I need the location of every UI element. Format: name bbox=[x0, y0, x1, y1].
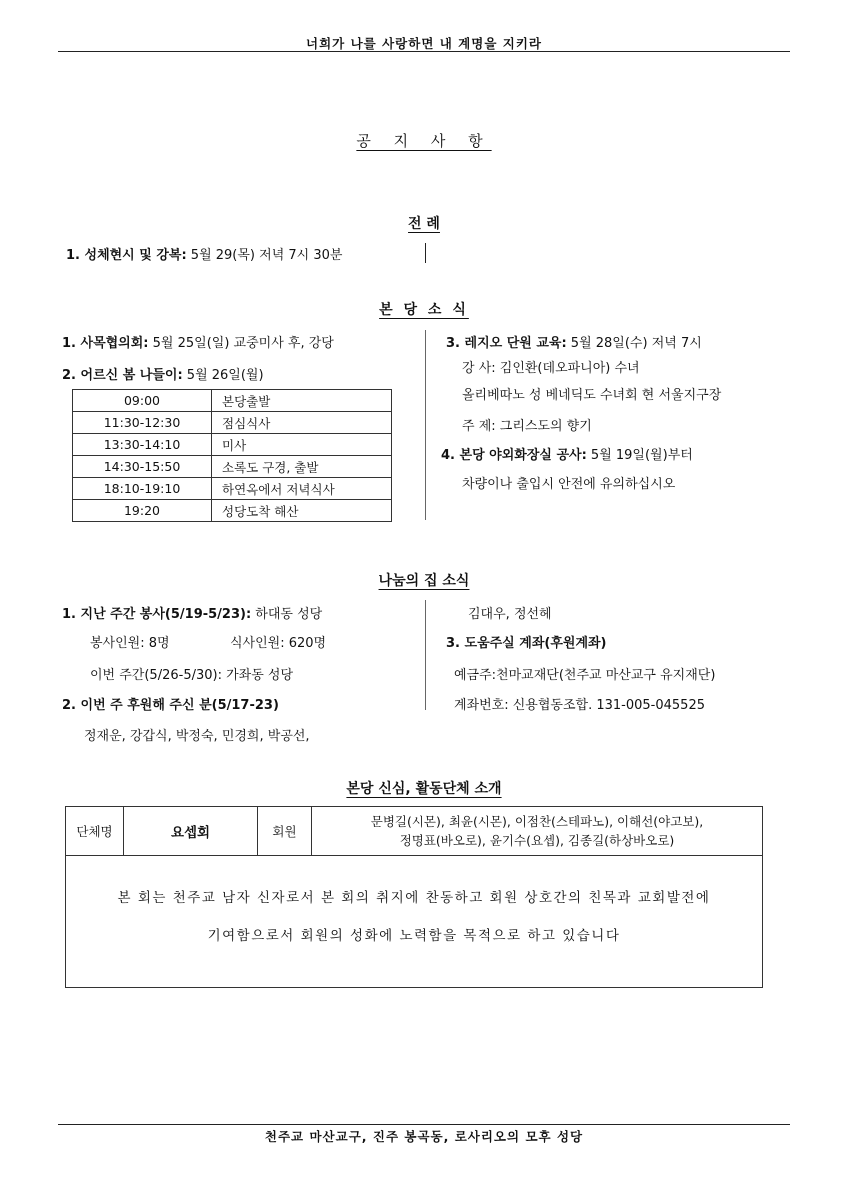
liturgy-item-1-label: 1. 성체현시 및 강복: bbox=[66, 248, 187, 263]
sharing-item-1-value: 하대동 성당 bbox=[251, 607, 323, 622]
table-row bbox=[73, 500, 392, 522]
header-banner: 너희가 나를 사랑하면 내 계명을 지키라 bbox=[306, 36, 542, 51]
sharing-account-holder: 예금주:천마교재단(천주교 마산교구 유지재단) bbox=[454, 668, 716, 683]
sharing-meals: 식사인원: 620명 bbox=[230, 636, 327, 651]
parish-item-1-label: 1. 사목협의회: bbox=[62, 336, 149, 351]
parish-item-4 bbox=[441, 444, 693, 463]
group-members-label: 회원 bbox=[258, 807, 312, 855]
sharing-item-2 bbox=[62, 694, 279, 713]
sharing-next-week: 이번 주간(5/26-5/30): 가좌동 성당 bbox=[90, 668, 294, 683]
table-row bbox=[73, 456, 392, 478]
parish-item-3-theme: 주 제: 그리스도의 향기 bbox=[462, 419, 592, 434]
parish-item-3 bbox=[446, 332, 702, 351]
schedule-table bbox=[72, 389, 392, 522]
sharing-volunteers: 봉사인원: 8명 bbox=[90, 636, 170, 651]
schedule-time: 09:00 bbox=[73, 390, 212, 412]
parish-item-3-label: 3. 레지오 단원 교육: bbox=[446, 336, 567, 351]
schedule-time: 14:30-15:50 bbox=[73, 456, 212, 478]
sharing-donors-line-1: 정재운, 강갑식, 박정숙, 민경희, 박공선, bbox=[84, 729, 310, 744]
schedule-time: 18:10-19:10 bbox=[73, 478, 212, 500]
parish-news-heading: 본 당 소 식 bbox=[379, 302, 469, 318]
group-members-line-2: 정명표(바오로), 윤기수(요셉), 김종길(하상바오로) bbox=[399, 833, 675, 848]
group-members bbox=[312, 807, 762, 855]
page-title: 공 지 사 항 bbox=[356, 132, 492, 150]
group-members-line-1: 문병길(시몬), 최윤(시몬), 이점찬(스테파노), 이해선(야고보), bbox=[370, 814, 704, 829]
group-heading: 본당 신심, 활동단체 소개 bbox=[346, 781, 502, 797]
parish-item-4-label: 4. 본당 야외화장실 공사: bbox=[441, 448, 587, 463]
group-description-line-2: 기여함으로서 회원의 성화에 노력함을 목적으로 하고 있습니다 bbox=[207, 928, 621, 944]
schedule-event: 하연옥에서 저녁식사 bbox=[212, 478, 392, 500]
schedule-time: 11:30-12:30 bbox=[73, 412, 212, 434]
liturgy-heading: 전 례 bbox=[408, 216, 440, 232]
sharing-item-1-label: 1. 지난 주간 봉사(5/19-5/23): bbox=[62, 607, 252, 622]
column-divider bbox=[425, 330, 426, 520]
group-description-line-1: 본 회는 천주교 남자 신자로서 본 회의 취지에 찬동하고 회원 상호간의 친목과 교회발전에 bbox=[117, 890, 711, 906]
liturgy-item-1 bbox=[66, 244, 342, 263]
parish-item-2-value: 5월 26일(월) bbox=[182, 368, 264, 383]
sharing-item-1 bbox=[62, 603, 322, 622]
parish-item-3-value: 5월 28일(수) 저녁 7시 bbox=[566, 336, 702, 351]
schedule-event: 점심식사 bbox=[212, 412, 392, 434]
parish-item-1-value: 5월 25일(일) 교중미사 후, 강당 bbox=[148, 336, 334, 351]
liturgy-item-1-value: 5월 29(목) 저녁 7시 30분 bbox=[186, 248, 343, 263]
footer-banner: 천주교 마산교구, 진주 봉곡동, 로사리오의 모후 성당 bbox=[264, 1129, 584, 1144]
sharing-item-3-label: 3. 도움주실 계좌(후원계좌) bbox=[446, 636, 607, 651]
parish-item-4-value: 5월 19일(월)부터 bbox=[586, 448, 693, 463]
schedule-time: 19:20 bbox=[73, 500, 212, 522]
parish-item-3-affiliation: 올리베따노 성 베네딕도 수녀회 현 서울지구장 bbox=[462, 388, 722, 403]
schedule-event: 본당출발 bbox=[212, 390, 392, 412]
text-cursor bbox=[425, 243, 426, 263]
sharing-donors-line-2: 김대우, 정선헤 bbox=[468, 607, 552, 622]
table-row bbox=[73, 390, 392, 412]
group-description bbox=[66, 879, 762, 955]
sharing-heading: 나눔의 집 소식 bbox=[378, 573, 470, 589]
schedule-event: 소록도 구경, 출발 bbox=[212, 456, 392, 478]
footer-rule bbox=[58, 1124, 790, 1125]
parish-item-4-note: 차량이나 출입시 안전에 유의하십시오 bbox=[462, 477, 676, 492]
table-row bbox=[73, 412, 392, 434]
schedule-event: 성당도착 해산 bbox=[212, 500, 392, 522]
sharing-item-2-label: 2. 이번 주 후원해 주신 분(5/17-23) bbox=[62, 698, 279, 713]
table-row bbox=[73, 434, 392, 456]
schedule-time: 13:30-14:10 bbox=[73, 434, 212, 456]
table-row bbox=[73, 478, 392, 500]
parish-item-2 bbox=[62, 364, 264, 383]
sharing-item-3 bbox=[446, 632, 607, 651]
group-info-row bbox=[66, 807, 762, 856]
group-box bbox=[65, 806, 763, 988]
parish-item-2-label: 2. 어르신 봄 나들이: bbox=[62, 368, 183, 383]
schedule-event: 미사 bbox=[212, 434, 392, 456]
sharing-account-number: 계좌번호: 신용협동조합. 131-005-045525 bbox=[454, 698, 705, 713]
column-divider bbox=[425, 600, 426, 710]
group-name-label: 단체명 bbox=[66, 807, 124, 855]
group-name: 요셉회 bbox=[124, 807, 258, 855]
parish-item-1 bbox=[62, 332, 334, 351]
parish-item-3-lecturer: 강 사: 김인환(데오파니아) 수녀 bbox=[462, 361, 640, 376]
